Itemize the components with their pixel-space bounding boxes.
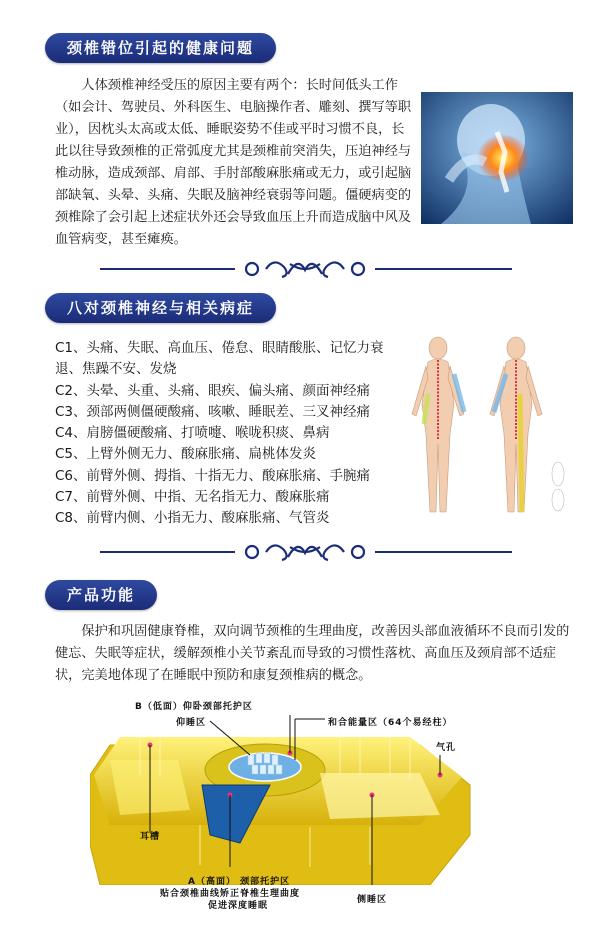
label-ear-groove: 耳槽	[140, 832, 161, 842]
anatomy-figures-image	[398, 334, 578, 519]
list-item: C8、前臂内侧、小指无力、酸麻胀痛、气管炎	[55, 510, 330, 527]
intro-text: 人体颈椎神经受压的原因主要有两个：长时间低头工作（如会计、驾驶员、外科医生、电脑操作者、雕刻、撰写等职业），因枕头太高或太低、睡眠姿势不佳或平时习惯不良，长此以往导致颈椎的正常弧度尤其是颈椎前突消失，压迫神经与椎动脉，造成颈部、肩部、手肘部酸麻胀痛或无力，或引起脑部缺氧、头晕、头痛、失眠及脑神经衰弱等问题。僵硬病变的颈椎除了会引起上述症状外还会导致血压上升而造成脑中风及血管病变，甚至瘫痪。	[55, 78, 412, 247]
label-side-zone: 侧睡区	[357, 895, 388, 905]
section-title-health: 颈椎错位引起的健康问题	[45, 33, 276, 63]
list-item: C3、颈部两侧僵硬酸痛、咳嗽、睡眠差、三叉神经痛	[55, 403, 371, 420]
function-paragraph	[55, 621, 573, 687]
label-a-zone-sleep: 促进深度睡眠	[208, 901, 269, 911]
label-a-zone: A（高面） 颈部托护区	[188, 877, 291, 887]
list-item: C2、头晕、头重、头痛、眼疾、偏头痛、颜面神经痛	[55, 382, 371, 399]
ornament-divider	[0, 537, 609, 567]
label-air-hole: 气孔	[436, 743, 457, 753]
ornament-divider	[0, 254, 609, 284]
section-title-nerves: 八对颈椎神经与相关病症	[45, 293, 276, 323]
list-item: C7、前臂外侧、中指、无名指无力、酸麻胀痛	[55, 489, 330, 506]
pillow-diagram	[90, 715, 490, 885]
label-a-zone-desc: 贴合颈椎曲线矫正脊椎生理曲度	[160, 889, 301, 899]
list-item: C5、上臂外侧无力、酸麻胀痛、扁桃体发炎	[55, 446, 317, 463]
list-item: C6、前臂外侧、拇指、十指无力、酸麻胀痛、手腕痛	[55, 467, 371, 484]
list-item: 退、焦躁不安、发烧	[55, 361, 177, 378]
label-energy-zone: 和合能量区（64个易经柱）	[328, 718, 453, 728]
intro-paragraph	[55, 75, 412, 251]
label-b-zone: B（低面）仰卧颈部托护区	[135, 702, 253, 712]
neck-pain-image	[421, 92, 573, 224]
section-title-function: 产品功能	[45, 580, 157, 610]
label-supine-zone: 仰睡区	[176, 718, 207, 728]
nerve-list	[55, 338, 400, 530]
function-text: 保护和巩固健康脊椎，双向调节颈椎的生理曲度，改善因头部血液循环不良而引发的健忘、失眠等症状，缓解颈椎小关节紊乱而导致的习惯性落枕、高血压及颈肩部不适症状，完美地体现了在睡眠中预防和康复颈椎病的概念。	[55, 624, 570, 683]
list-item: C1、头痛、失眠、高血压、倦怠、眼睛酸胀、记忆力衰	[55, 340, 384, 356]
list-item: C4、肩膀僵硬酸痛、打喷嚏、喉咙积痰、鼻病	[55, 425, 330, 442]
